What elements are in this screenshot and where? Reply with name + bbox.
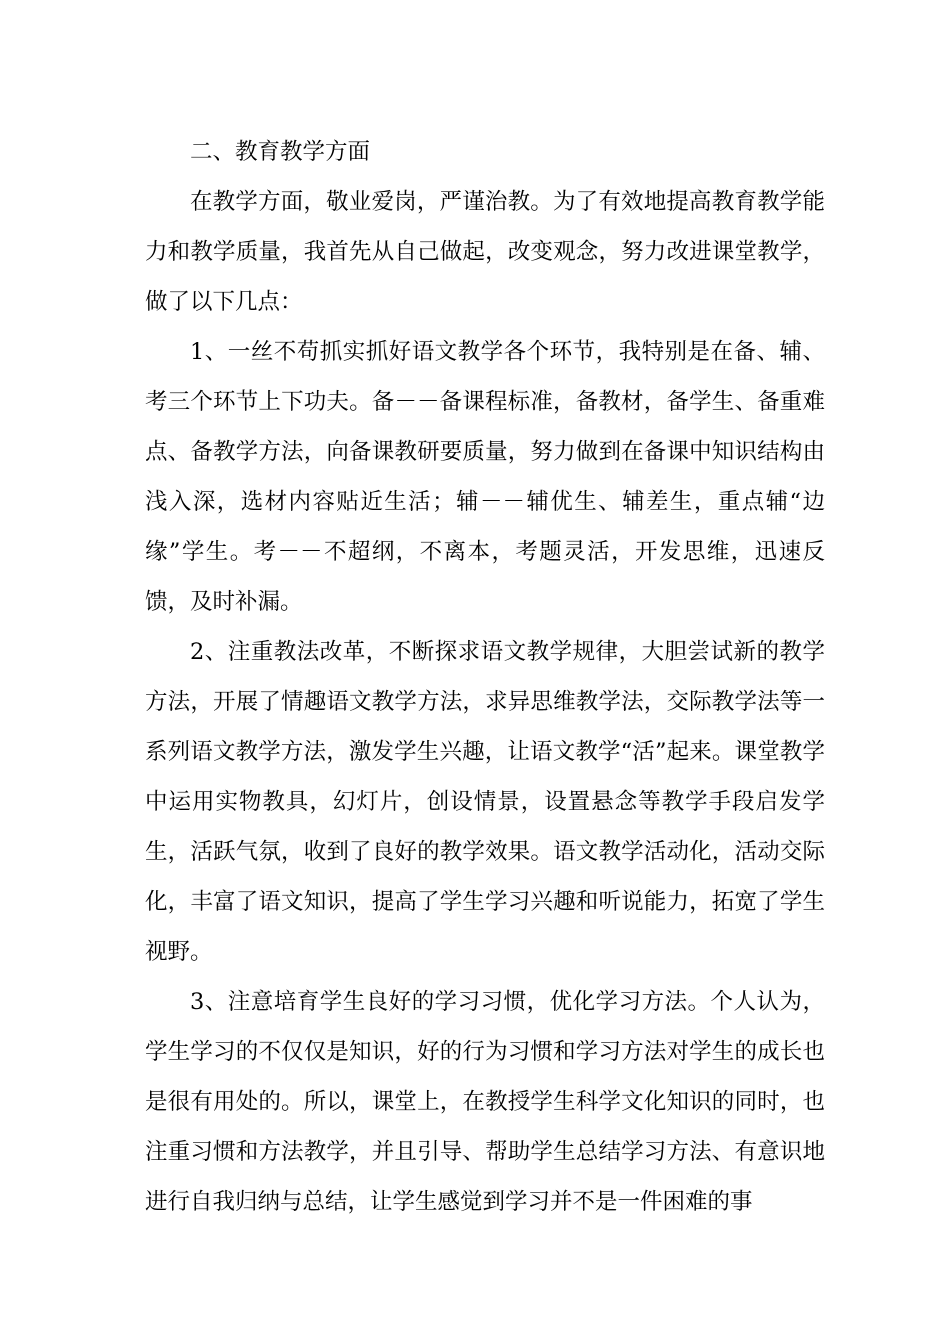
section-heading: 二、教育教学方面 [190, 139, 371, 165]
document-body [145, 127, 825, 1227]
paragraph-point-2: 2、注重教法改革，不断探求语文教学规律，大胆尝试新的教学方法，开展了情趣语文教学方法，求异思维教学法，交际教学法等一系列语文教学方法，激发学生兴趣，让语文教学“活”起来。课堂教学中运用实物教具，幻灯片，创设情景，设置悬念等教学手段启发学生，活跃气氛，收到了良好的教学效果。语文教学活动化，活动交际化，丰富了语文知识，提高了学生学习兴趣和听说能力，拓宽了学生视野。 [145, 639, 825, 965]
paragraph-intro: 在教学方面，敬业爱岗，严谨治教。为了有效地提高教育教学能力和教学质量，我首先从自己做起，改变观念，努力改进课堂教学，做了以下几点： [145, 189, 825, 315]
paragraph-point-3: 3、注意培育学生良好的学习习惯，优化学习方法。个人认为，学生学习的不仅仅是知识，好的行为习惯和学习方法对学生的成长也是很有用处的。所以，课堂上，在教授学生科学文化知识的同时，也注重习惯和方法教学，并且引导、帮助学生总结学习方法、有意识地进行自我归纳与总结，让学生感觉到学习并不是一件困难的事 [145, 989, 825, 1215]
paragraph-point-1: 1、一丝不苟抓实抓好语文教学各个环节，我特别是在备、辅、考三个环节上下功夫。备－－备课程标准，备教材，备学生、备重难点、备教学方法，向备课教研要质量，努力做到在备课中知识结构由浅入深，选材内容贴近生活；辅－－辅优生、辅差生，重点辅“边缘”学生。考－－不超纲，不离本，考题灵活，开发思维，迅速反馈，及时补漏。 [145, 339, 825, 615]
